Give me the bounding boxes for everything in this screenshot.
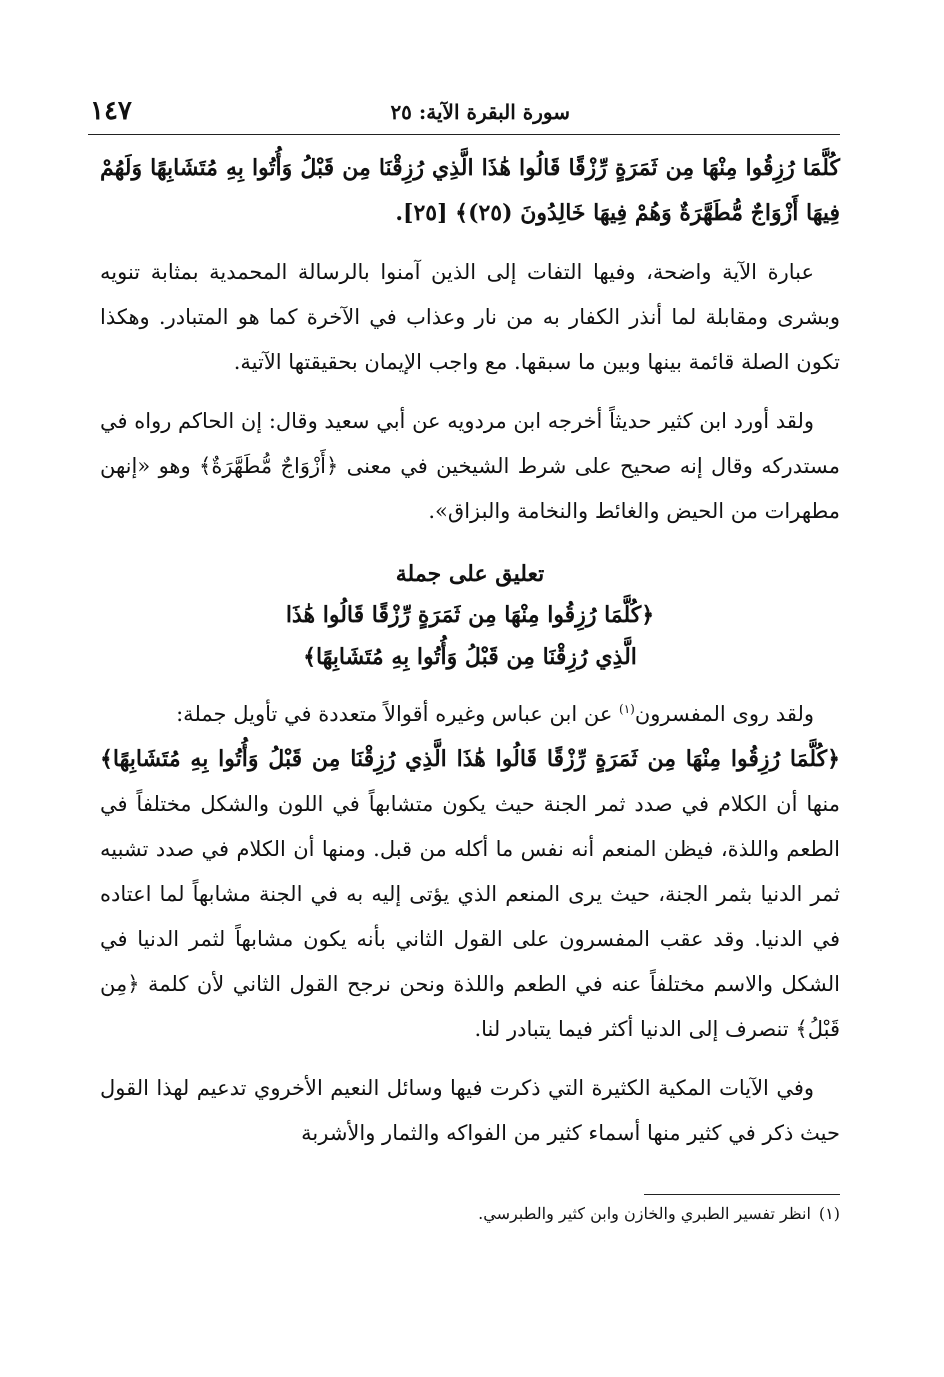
paragraph-gap xyxy=(100,1052,840,1066)
paragraph-gap xyxy=(100,678,840,692)
page-header xyxy=(88,94,840,135)
section-heading: تعليق على جملة xyxy=(395,561,545,587)
quran-verse-line-1: كُلَّمَا رُزِقُوا مِنْهَا مِن ثَمَرَةٍ رِّزْقًا قَالُوا هَٰذَا الَّذِي رُزِقْنَا مِن قَبْلُ وَأُتُوا بِهِ مُتَشَابِهًا وَلَهُمْ xyxy=(100,155,840,181)
paragraph-gap xyxy=(100,385,840,399)
footnote-divider xyxy=(644,1194,840,1195)
running-title: سورة البقرة الآية: ٢٥ xyxy=(390,100,570,124)
quoted-verse: ﴿كُلَّمَا رُزِقُوا مِنْهَا مِن ثَمَرَةٍ رِّزْقًا قَالُوا هَٰذَا الَّذِي رُزِقْنَا مِن قَبْلُ وَأُتُوا بِهِ مُتَشَابِهًا﴾ xyxy=(100,746,840,772)
paragraph-interpretations: منها أن الكلام في صدد ثمر الجنة حيث يكون متشابهاً في اللون والشكل مختلفاً في الطعم واللذة، فيظن المنعم أنه نفس ما أكله من قبل. ومنها أن الكلام في صدد تشبيه ثمر الدنيا بثمر الجنة، حيث يرى المنعم الذي يؤتى إليه به في الجنة مشابهاً لما اعتاده في الدنيا. وقد عقب المفسرون على القول الثاني بأنه يكون مشابهاً لثمر الدنيا في الشكل والاسم مختلفاً عنه في الطعم واللذة ونحن نرجح القول الثاني لأن كلمة ﴿مِن قَبْلُ﴾ تنصرف إلى الدنيا أكثر فيما يتبادر لنا. xyxy=(100,792,840,1041)
paragraph-hadith: ولقد أورد ابن كثير حديثاً أخرجه ابن مردويه عن أبي سعيد وقال: إن الحاكم رواه في مستدركه وقال إنه صحيح على شرط الشيخين في معنى ﴿أَزْوَاجٌ مُّطَهَّرَةٌ﴾ وهو «إنهن مطهرات من الحيض والغائط والنخامة والبزاق». xyxy=(100,409,840,523)
intro-text: ولقد روى المفسرون xyxy=(634,702,814,726)
intro-text-continued: عن ابن عباس وغيره أقوالاً متعددة في تأويل جملة: xyxy=(176,702,620,726)
footnote-mark: (١) xyxy=(818,1204,840,1223)
paragraph-gap xyxy=(100,236,840,250)
paragraph-gap xyxy=(100,534,840,548)
footnote-reference: (١) xyxy=(619,702,635,716)
main-text xyxy=(100,146,840,1156)
footnote-text: انظر تفسير الطبري والخازن وابن كثير والطبرسي. xyxy=(478,1204,811,1223)
section-verse-line-2: الَّذِي رُزِقْنَا مِن قَبْلُ وَأُتُوا بِهِ مُتَشَابِهًا﴾ xyxy=(303,644,637,670)
page-number: ١٤٧ xyxy=(90,96,132,126)
paragraph-interpretations-intro xyxy=(100,692,840,737)
footnote xyxy=(100,1204,840,1223)
section-verse-line-1: ﴿كُلَّمَا رُزِقُوا مِنْهَا مِن ثَمَرَةٍ رِّزْقًا قَالُوا هَٰذَا xyxy=(285,602,655,628)
paragraph-commentary: عبارة الآية واضحة، وفيها التفات إلى الذين آمنوا بالرسالة المحمدية بمثابة تنويه وبشرى ومقابلة لما أنذر الكفار به من نار وعذاب في الآخرة كما هو المتبادر. وهكذا تكون الصلة قائمة بينها وبين ما سبقها. مع واجب الإيمان بحقيقتها الآتية. xyxy=(100,260,840,374)
paragraph-meccan-verses: وفي الآيات المكية الكثيرة التي ذكرت فيها وسائل النعيم الأخروي تدعيم لهذا القول حيث ذكر في كثير منها أسماء كثير من الفواكه والثمار والأشربة xyxy=(100,1076,840,1145)
quran-verse-line-2: فِيهَا أَزْوَاجٌ مُّطَهَّرَةٌ وَهُمْ فِيهَا خَالِدُونَ (٢٥)﴾ [٢٥]. xyxy=(395,200,840,226)
